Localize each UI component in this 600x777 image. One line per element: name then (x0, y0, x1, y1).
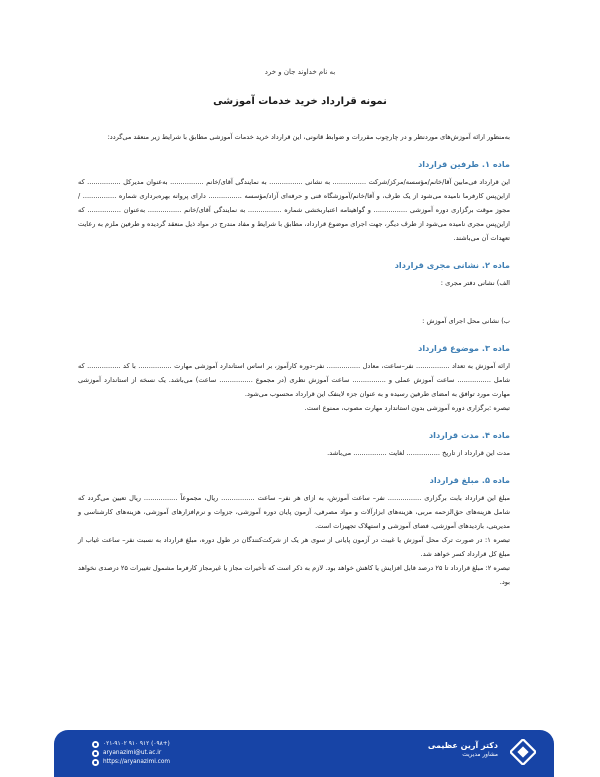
section-1-body: این قرارداد فی‌مابین آقا/خانم/مؤسسه/مرکز/شرکت ................ به نشانی ................ به نمایندگی آقای/خانم ................ به‌عنوان مدیرکل ................ که ازاین‌پس کارفرما نامیده می‌شود از یک طرف، و آقا/خانم/آموزشگاه فنی و حرفه‌ای آزاد/مؤسسه ................ دارای پروانه بهره‌برداری شماره ................ / مجوز موقت برگزاری دوره آموزشی ................ و گواهینامه اعتباربخشی شماره ................ به نمایندگی آقای/خانم ................ به‌عنوان ................ که ازاین‌پس مجری نامیده می‌شود از طرف دیگر، جهت اجرای موضوع قرارداد، مطابق با شرایط و مفاد مندرج در مواد ذیل منعقد گردیده و طرفین ملزم به رعایت تعهدات آن می‌باشند. (78, 178, 510, 242)
section-1-title: ماده ۱. طرفین قرارداد (418, 159, 510, 169)
section-3-title: ماده ۳. موضوع قرارداد (418, 343, 510, 353)
spacer (78, 290, 510, 314)
section-5-body: مبلغ این قرارداد بابت برگزاری ................ نفر– ساعت آموزش، به ازای هر نفر– ساعت ................ ریال، مجموعاً ................ ریال تعیین می‌گردد که شامل هزینه‌های حق‌الزحمه مربی، هزینه‌های ابزارآلات و مواد مصرفی، آزمون پایان دوره آموزشی، جزوات و نرم‌افزارهای آموزشی، هزینه‌های کارشناسی و مدیریتی، بازدیدهای آموزشی، فضای آموزشی و استهلاک تجهیزات است. (78, 494, 510, 530)
footer-phone-row (92, 740, 170, 749)
section-2-office-address: الف) نشانی دفتر مجری : (440, 279, 510, 287)
contract-body (78, 130, 510, 589)
footer-author (428, 741, 498, 758)
section-2-training-address: ب) نشانی محل اجرای آموزش : (422, 317, 510, 325)
section-2-title: ماده ۲. نشانی مجری قرارداد (394, 260, 510, 270)
section-4-body: مدت این قرارداد از تاریخ ................ لغایت ................ می‌باشد. (327, 449, 510, 457)
footer-phone[interactable]: ۰۲۱-۹۱۰۲ ۹۱۰ ۹۱۲ (۰۹۸+) (103, 741, 170, 747)
author-role: مشاور مدیریت (462, 752, 498, 758)
intro-paragraph: به‌منظور ارائه آموزش‌های موردنظر و در چارچوب مقررات و ضوابط قانونی، این قرارداد خرید خدمات آموزشی مطابق با شرایط زیر منعقد می‌گردد: (107, 133, 510, 141)
footer-email[interactable]: aryanazimi@ut.ac.ir (103, 750, 162, 756)
phone-icon (92, 741, 99, 748)
footer-email-row (92, 749, 170, 758)
email-icon (92, 750, 99, 757)
section-4-title: ماده ۴. مدت قرارداد (428, 430, 510, 440)
globe-icon (92, 759, 99, 766)
section-5-title: ماده ۵. مبلغ قرارداد (429, 475, 510, 485)
invocation-line: به نام خداوند جان و خرد (264, 68, 336, 76)
page-title: نمونه قرارداد خرید خدمات آموزشی (213, 96, 387, 107)
section-3-body: ارائه آموزش به تعداد ................ نفر–ساعت، معادل ................ نفر–دوره کارآموز، بر اساس استاندارد آموزشی مهارت ................ با کد ................ که شامل ................ ساعت آموزش عملی و ................ ساعت آموزش نظری (در مجموع ................ ساعت) می‌باشد. یک نسخه از استاندارد آموزشی مهارت مورد توافق به امضای طرفین رسیده و به عنوان جزء لاینفک این قرارداد محسوب می‌شود. (78, 362, 510, 398)
brand-logo-icon (510, 739, 536, 765)
footer-contacts (92, 740, 170, 767)
footer-website[interactable]: https://aryanazimi.com (103, 759, 171, 765)
section-5-note-2: تبصره ۲: مبلغ قرارداد تا ۲۵ درصد قابل افزایش یا کاهش خواهد بود. لازم به ذکر است که تأخیرات مجاز یا غیرمجاز کارفرما مشمول تغییرات ۲۵ درصدی نخواهد بود. (78, 564, 510, 586)
author-name: دکتر آرین عظیمی (427, 741, 498, 750)
footer-website-row (92, 758, 170, 767)
section-5-note-1: تبصره ۱: در صورت ترک محل آموزش یا غیبت در آزمون پایانی از سوی هر یک از شرکت‌کنندگان در طول دوره، مبلغ قرارداد به نسبت نفر– ساعت غیاب از مبلغ کل قرارداد کسر خواهد شد. (78, 536, 511, 558)
section-3-note: تبصره :برگزاری دوره آموزشی بدون استاندارد مهارت مصوب، ممنوع است. (304, 404, 510, 412)
footer-banner (54, 730, 554, 777)
